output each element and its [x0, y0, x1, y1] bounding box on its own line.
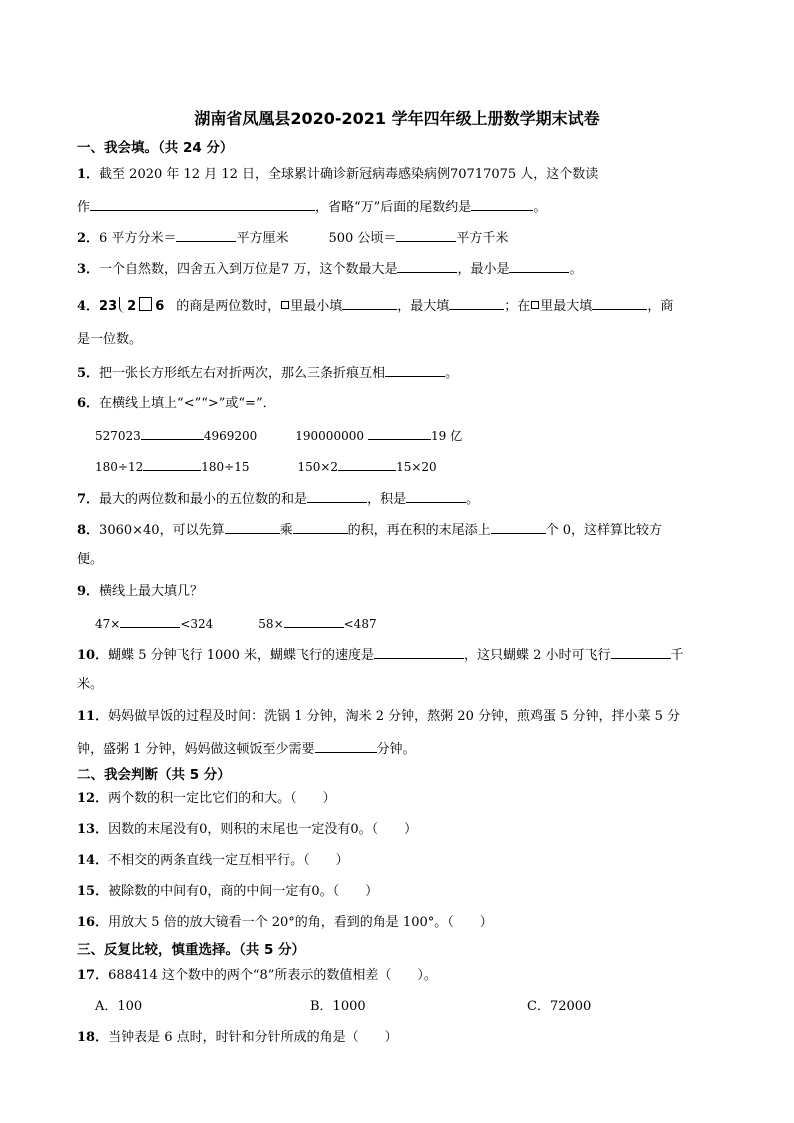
question-number: 8． [77, 523, 100, 538]
question-number: 10． [77, 648, 109, 663]
question-text: 最大的两位数和最小的五位数的和是 [99, 492, 308, 507]
question-text: 的商是两位数时， [176, 299, 281, 314]
question-text: ，商 [647, 299, 674, 314]
answer-blank[interactable] [225, 519, 280, 534]
expression: 15×20 [396, 460, 437, 474]
answer-blank[interactable] [509, 258, 569, 273]
answer-blank[interactable] [374, 644, 464, 659]
question-number: 7． [77, 492, 100, 507]
divisor: 23 [99, 299, 118, 314]
question-text: 把一张长方形纸左右对折两次，那么三条折痕互相 [99, 366, 386, 381]
expression: <324 [180, 617, 214, 631]
question-6-row-2 [95, 456, 437, 477]
answer-blank[interactable] [368, 425, 431, 440]
question-text: 的积，再在积的末尾添上 [347, 523, 491, 538]
expression: 4969200 [203, 429, 258, 443]
question-text: 。 [569, 262, 583, 277]
section-2-heading: 二、我会判断（共 5 分） [77, 767, 231, 783]
answer-blank[interactable] [293, 519, 348, 534]
question-number: 5． [77, 366, 100, 381]
question-number: 3． [77, 262, 100, 277]
expression: 150×2 [297, 460, 339, 474]
question-number: 1． [77, 167, 100, 182]
answer-blank[interactable] [471, 196, 533, 211]
small-box-icon [281, 301, 289, 309]
answer-blank[interactable] [284, 613, 344, 628]
question-text: 便。 [77, 552, 104, 567]
dividend-digit: 6 [155, 299, 165, 314]
question-text: 横线上最大填几？ [99, 584, 204, 599]
question-text: 用放大 5 倍的放大镜看一个 20°的角，看到的角是 100°。（ ） [108, 915, 493, 930]
question-15 [77, 882, 378, 902]
question-text: 平方千米 [456, 231, 509, 246]
section-1-heading: 一、我会填。（共 24 分） [77, 140, 234, 156]
question-text: 6 平方分米＝ [99, 231, 177, 246]
question-number: 11． [77, 709, 109, 724]
question-text: ，最大填 [397, 299, 450, 314]
question-11-line-1 [77, 707, 680, 727]
expression: 58× [258, 617, 284, 631]
small-box-icon [531, 301, 539, 309]
question-number: 14． [77, 853, 109, 868]
question-text: ，省略“万”后面的尾数约是 [315, 200, 472, 215]
question-text: 一个自然数，四舍五入到万位是7 万，这个数最大是 [99, 262, 398, 277]
question-text: 乘 [279, 523, 293, 538]
question-number: 15． [77, 884, 109, 899]
question-number: 2． [77, 231, 100, 246]
question-6 [77, 394, 276, 414]
question-text: 分钟。 [376, 742, 416, 757]
question-text: 作 [77, 200, 91, 215]
answer-blank[interactable] [611, 644, 671, 659]
question-text: 里最大填 [540, 299, 593, 314]
question-text: 因数的末尾没有0，则积的末尾也一定没有0。（ ） [108, 822, 418, 837]
question-text: 688414 这个数中的两个“8”所表示的数值相差（ ）。 [108, 968, 437, 983]
option-c[interactable]: C．72000 [527, 999, 592, 1014]
question-text: ，这只蝴蝶 2 小时可飞行 [463, 648, 611, 663]
expression: 180÷15 [201, 460, 250, 474]
question-2 [77, 227, 508, 249]
option-b[interactable]: B．1000 [310, 999, 366, 1014]
question-text: 。 [445, 366, 459, 381]
answer-blank[interactable] [338, 456, 396, 471]
question-text: 截至 2020 年 12 月 12 日，全球累计确诊新冠病毒感染病例70717075 人，这个数读 [99, 167, 599, 182]
question-4-line-1 [77, 295, 673, 317]
question-4-line-2 [77, 330, 142, 350]
division-bracket-icon [119, 297, 126, 313]
question-7 [77, 488, 479, 510]
question-text: 千 [670, 648, 684, 663]
question-18 [77, 1028, 398, 1048]
question-text: 。 [466, 492, 480, 507]
answer-blank[interactable] [120, 613, 180, 628]
question-8-line-1 [77, 519, 662, 541]
question-text: 3060×40，可以先算 [99, 523, 225, 538]
question-17 [77, 966, 437, 986]
question-14 [77, 851, 349, 871]
question-text: 被除数的中间有0，商的中间一定有0。（ ） [108, 884, 379, 899]
question-number: 17． [77, 968, 109, 983]
question-text: ，最小是 [457, 262, 510, 277]
question-10-line-1 [77, 644, 684, 666]
dividend-digit: 2 [127, 299, 137, 314]
question-text: 在横线上填上“<”“>”或“=”． [99, 396, 276, 411]
question-9-row [95, 613, 377, 634]
question-text: 两个数的积一定比它们的和大。（ ） [108, 791, 336, 806]
question-text: ，积是 [367, 492, 407, 507]
question-text: 平方厘米 [236, 231, 289, 246]
answer-blank[interactable] [449, 295, 504, 310]
answer-blank[interactable] [397, 258, 457, 273]
question-number: 9． [77, 584, 100, 599]
question-text: 500 公顷＝ [328, 231, 397, 246]
question-6-row-1 [95, 425, 462, 446]
question-number: 6． [77, 396, 100, 411]
exam-title: 湖南省凤凰县2020-2021 学年四年级上册数学期末试卷 [194, 109, 600, 128]
option-a[interactable]: A．100 [95, 999, 143, 1014]
question-number: 16． [77, 915, 109, 930]
expression: 190000000 [295, 429, 364, 443]
question-text: 钟，盛粥 1 分钟，妈妈做这顿饭至少需要 [77, 742, 315, 757]
long-division-expression [99, 297, 164, 317]
question-number: 18． [77, 1030, 109, 1045]
question-10-line-2 [77, 675, 103, 695]
question-1-line-2 [77, 196, 546, 218]
answer-blank[interactable] [491, 519, 546, 534]
expression: 19 亿 [430, 429, 463, 443]
question-11-line-2 [77, 738, 416, 760]
question-text: 米。 [77, 677, 104, 692]
question-number: 12． [77, 791, 109, 806]
expression: 527023 [95, 429, 141, 443]
question-12 [77, 789, 336, 809]
question-5 [77, 362, 458, 384]
question-text: 里最小填 [290, 299, 343, 314]
answer-blank[interactable] [592, 295, 647, 310]
expression: 180÷12 [95, 460, 144, 474]
question-text: ；在 [504, 299, 531, 314]
question-text: 妈妈做早饭的过程及时间：洗锅 1 分钟，淘米 2 分钟，熬粥 20 分钟，煎鸡蛋 5 分钟，拌小菜 5 分 [108, 709, 681, 724]
answer-blank[interactable] [143, 456, 201, 471]
question-8-line-2 [77, 550, 103, 570]
question-text: 不相交的两条直线一定互相平行。（ ） [108, 853, 349, 868]
question-1-line-1 [77, 165, 598, 185]
question-text: 蝴蝶 5 分钟飞行 1000 米，蝴蝶飞行的速度是 [108, 648, 374, 663]
answer-blank[interactable] [385, 362, 445, 377]
answer-blank[interactable] [342, 295, 397, 310]
question-16 [77, 913, 493, 933]
question-text: 。 [533, 200, 547, 215]
answer-blank[interactable] [406, 488, 466, 503]
expression: <487 [343, 617, 377, 631]
answer-blank[interactable] [90, 196, 315, 211]
section-3-heading: 三、反复比较，慎重选择。（共 5 分） [77, 942, 306, 958]
blank-box-icon [139, 297, 152, 311]
question-text: 个 0，这样算比较方 [545, 523, 663, 538]
expression: 47× [95, 617, 121, 631]
question-3 [77, 258, 582, 280]
question-9 [77, 582, 203, 602]
question-13 [77, 820, 417, 840]
answer-blank[interactable] [141, 425, 204, 440]
question-number: 4． [77, 299, 100, 314]
question-text: 当钟表是 6 点时，时针和分针所成的角是（ ） [108, 1030, 398, 1045]
answer-blank[interactable] [396, 227, 456, 242]
answer-blank[interactable] [315, 738, 377, 753]
answer-blank[interactable] [307, 488, 367, 503]
question-number: 13． [77, 822, 109, 837]
question-text: 是一位数。 [77, 332, 143, 347]
answer-blank[interactable] [176, 227, 236, 242]
